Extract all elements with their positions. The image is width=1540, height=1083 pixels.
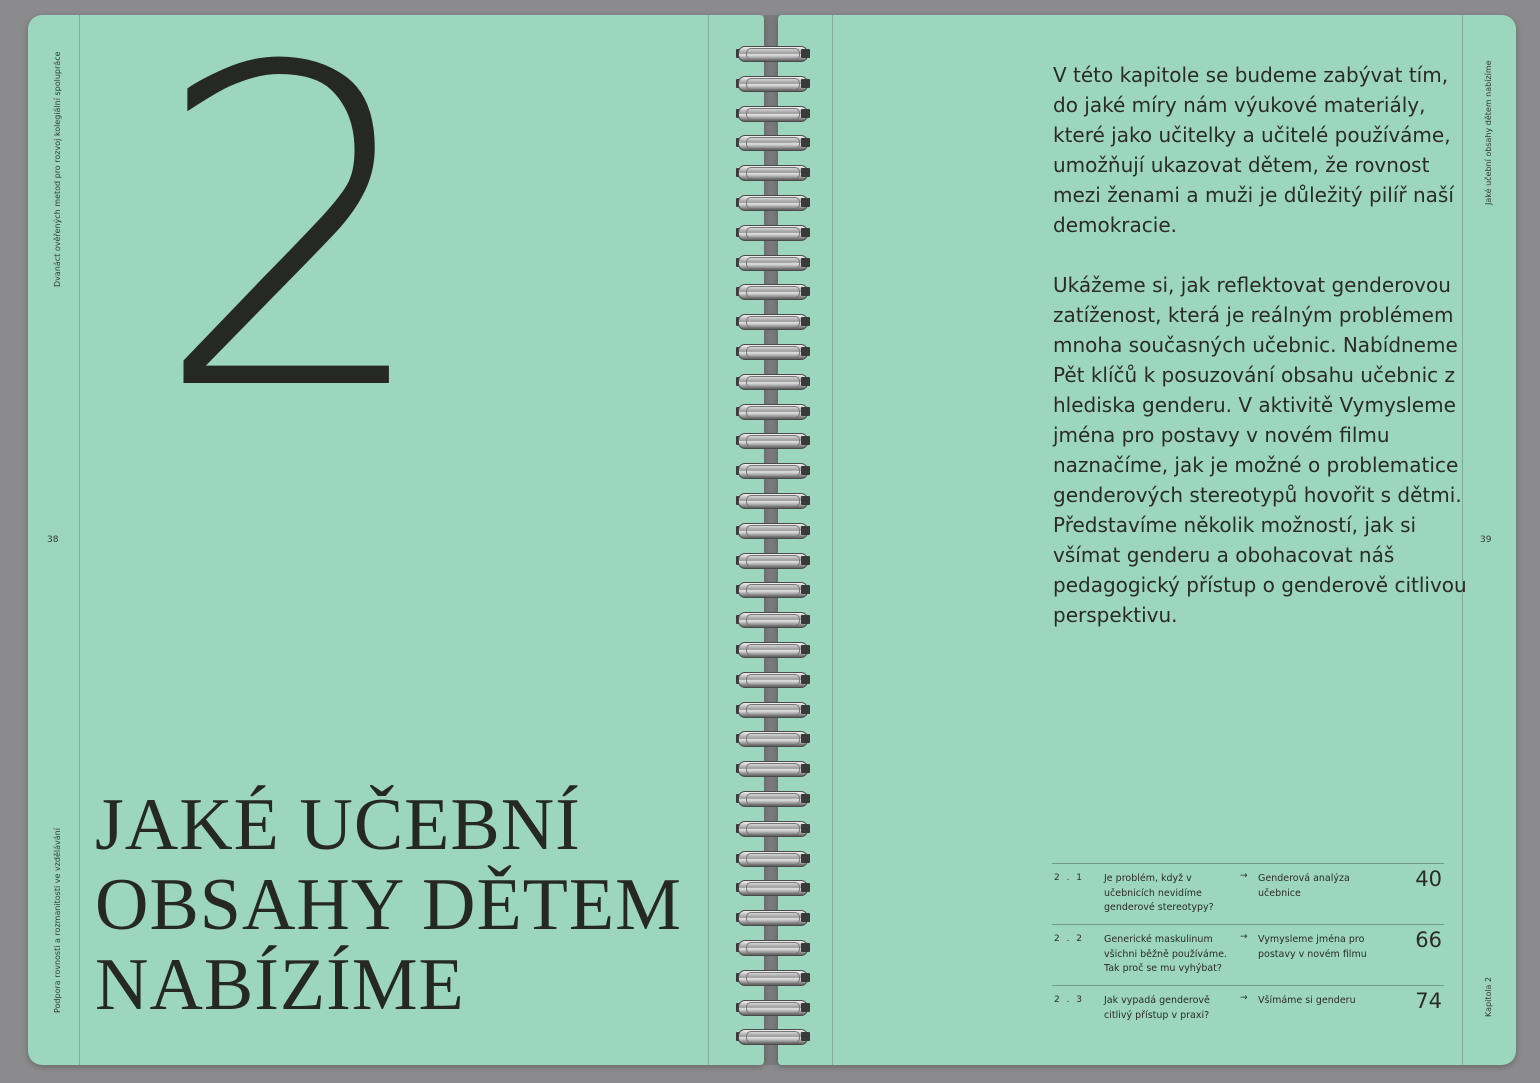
binding-ring <box>732 1025 814 1047</box>
chapter-title-line: JAKÉ UČEBNÍ <box>95 784 581 866</box>
right-gutter-rule <box>832 15 833 1065</box>
binding-ring <box>732 429 814 451</box>
page-number-left: 38 <box>47 535 59 545</box>
toc-activity: Všímáme si genderu <box>1258 995 1356 1006</box>
binding-ring <box>732 608 814 630</box>
binding-ring <box>732 817 814 839</box>
left-gutter-rule <box>708 15 709 1065</box>
binding-ring <box>732 519 814 541</box>
binding-ring <box>732 757 814 779</box>
binding-ring <box>732 549 814 571</box>
toc-page-number: 66 <box>1415 928 1442 952</box>
running-footer-right: Kapitola 2 <box>1484 976 1493 1017</box>
running-header-right: Jaké učební obsahy dětem nabízíme <box>1484 60 1493 205</box>
binding-ring <box>732 936 814 958</box>
spiral-binding <box>732 30 814 1040</box>
binding-ring <box>732 221 814 243</box>
arrow-right-icon: → <box>1240 993 1248 1003</box>
toc-question: Je problém, když v učebnicích nevidíme genderové stereotypy? <box>1104 873 1214 913</box>
intro-paragraph: V této kapitole se budeme zabývat tím, do jaké míry nám výukové materiály, které jako učitelky a učitelé používáme, umožňují ukazovat dětem, že rovnost mezi ženami a muži je důležitý pilíř naší demokracie. <box>1053 63 1454 237</box>
binding-ring <box>732 906 814 928</box>
binding-ring <box>732 72 814 94</box>
toc-row[interactable] <box>1052 985 1444 1046</box>
page-number-right: 39 <box>1480 535 1492 545</box>
binding-ring <box>732 668 814 690</box>
toc-number: 2 . 1 <box>1054 873 1085 883</box>
toc-page-number: 40 <box>1415 867 1442 891</box>
toc-row[interactable] <box>1052 924 1444 985</box>
binding-ring <box>732 42 814 64</box>
running-footer-left: Podpora rovnosti a rozmanitosti ve vzdělávání <box>53 828 62 1013</box>
binding-ring <box>732 459 814 481</box>
binding-ring <box>732 310 814 332</box>
left-page <box>28 0 764 1065</box>
binding-ring <box>732 340 814 362</box>
toc-number: 2 . 3 <box>1054 995 1085 1005</box>
toc-question: Generické maskulinum všichni běžně používáme. Tak proč se mu vyhýbat? <box>1104 934 1227 974</box>
arrow-right-icon: → <box>1240 932 1248 942</box>
chapter-number: 2 <box>153 0 423 487</box>
chapter-toc <box>1052 863 1444 1046</box>
binding-ring <box>732 131 814 153</box>
binding-ring <box>732 638 814 660</box>
binding-ring <box>732 847 814 869</box>
binding-ring <box>732 727 814 749</box>
binding-ring <box>732 489 814 511</box>
binding-ring <box>732 400 814 422</box>
toc-activity: Genderová analýza učebnice <box>1258 873 1350 899</box>
toc-page-number: 74 <box>1415 989 1442 1013</box>
binding-ring <box>732 996 814 1018</box>
binding-ring <box>732 787 814 809</box>
binding-ring <box>732 191 814 213</box>
running-header-left: Dvanáct ověřených metod pro rozvoj kolegiální spolupráce <box>53 51 62 287</box>
binding-ring <box>732 251 814 273</box>
binding-ring <box>732 966 814 988</box>
toc-question: Jak vypadá genderově citlivý přístup v praxi? <box>1104 995 1210 1021</box>
binding-ring <box>732 370 814 392</box>
intro-paragraph: Ukážeme si, jak reflektovat genderovou zatíženost, která je reálným problémem mnoha současných učebnic. Nabídneme Pět klíčů k posuzování obsahu učebnic z hlediska genderu. V aktivitě Vymysleme jména pro postavy v novém filmu naznačíme, jak je možné o problematice genderových stereotypů hovořit s dětmi. Představíme několik možností, jak si všímat genderu a obohacovat náš pedagogický přístup o genderově citlivou perspektivu. <box>1053 273 1467 627</box>
toc-number: 2 . 2 <box>1054 934 1085 944</box>
chapter-title-line: NABÍZÍME <box>95 944 465 1026</box>
binding-ring <box>732 698 814 720</box>
binding-ring <box>732 280 814 302</box>
chapter-title-line: OBSAHY DĚTEM <box>95 864 682 946</box>
arrow-right-icon: → <box>1240 871 1248 881</box>
right-page <box>778 15 1516 1065</box>
chapter-intro <box>1053 60 1473 660</box>
binding-ring <box>732 578 814 600</box>
toc-activity: Vymysleme jména pro postavy v novém filmu <box>1258 934 1367 960</box>
chapter-title <box>95 785 682 1025</box>
left-margin-rule <box>79 15 80 1065</box>
toc-row[interactable] <box>1052 863 1444 924</box>
binding-ring <box>732 102 814 124</box>
binding-ring <box>732 161 814 183</box>
binding-ring <box>732 876 814 898</box>
